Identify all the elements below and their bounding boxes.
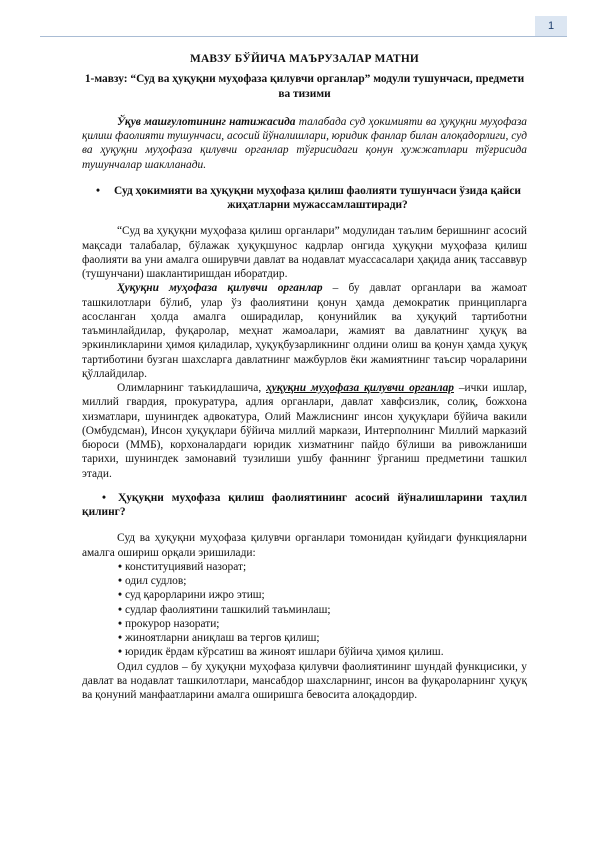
paragraph-3-before: Олимларнинг таъкидлашича, — [117, 382, 267, 394]
paragraph-4: Суд ва ҳуқуқни муҳофаза қилувчи органлари томонидан қуйидаги функцияларни амалга ошириш орқали эришилади: — [82, 532, 527, 559]
learning-goal-paragraph — [82, 115, 527, 172]
bullet-icon: • — [118, 575, 122, 587]
document-title: МАВЗУ БЎЙИЧА МАЪРУЗАЛАР МАТНИ — [190, 53, 419, 65]
learning-goal-lead: Ўқув машғулотининг натижасида — [117, 115, 296, 128]
bullet-icon: • — [118, 617, 122, 630]
question-1 — [82, 184, 527, 213]
question-1-text: Суд ҳокимияти ва ҳуқуқни муҳофаза қилиш фаолияти тушунчаси ўзида қайси жиҳатларни мужассамлаштиради? — [114, 184, 521, 211]
question-2 — [82, 491, 527, 520]
bullet-icon: • — [118, 632, 122, 644]
bullet-icon: • — [118, 646, 122, 659]
bullet-icon: • — [118, 603, 122, 616]
list-item: • конституциявий назорат; — [118, 560, 247, 573]
paragraph-2 — [82, 281, 527, 381]
list-item: • юридик ёрдам кўрсатиш ва жиноят ишлари бўйича ҳимоя қилиш. — [118, 646, 444, 659]
paragraph-1: “Суд ва ҳуқуқни муҳофаза қилиш органлари” модулидан таълим беришнинг асосий мақсади талабалар, бўлажак ҳуқуқшунос кадрлар онгида ҳуқуқни муҳофаза қилиш фаолияти ва уни амалга оширувчи давлат ва нодавлат муассасалари ҳақида аниқ тассаввур (тушунчани) шаклантиришдан иборатдир. — [82, 225, 527, 280]
paragraph-3-after: –ички ишлар, миллий гвардия, прокуратура, адлия органлари, давлат хавфсизлик, солиқ, божхона хизматлари, шунингдек адвокатура, Олий Мажлиснинг инсон ҳуқуқлари бўйича вакили (Омбудсман), Инсон ҳуқуқлари бўйича миллий маркази, Интерполнинг Миллий марказий бюроси (ММБ), корхоналардаги юридик хизматнинг пайдо бўлиши ва ривожланиши тарихи, шунингдек замонавий тузилиши ушбу фаннинг ўрганиш предметини ташкил этади. — [82, 382, 528, 480]
paragraph-5: Одил судлов – бу ҳуқуқни муҳофаза қилувчи фаолиятининг шундай функцисики, у давлат ва нодавлат ташкилотлари, мансабдор шахсларнинг, инсон ва фуқароларнинг ҳуқуқ ва қонуний манфаатларини амалга оширишга бевосита алоқадордир. — [82, 660, 527, 701]
bullet-icon: • — [102, 491, 106, 504]
paragraph-3-emphasis: ҳуқуқни муҳофаза қилувчи органлар — [266, 382, 454, 394]
header-rule — [40, 36, 567, 37]
page-number: 1 — [535, 16, 567, 36]
learning-goal-text: талабада суд ҳокимияти ва ҳуқуқни муҳофаза қилиш фаолияти тушунчаси, асосий йўналишлари, юридик фанлар билан алоқадорлиги, суд ва ҳуқуқни муҳофаза қилувчи органлар тўғрисидаги қонун ҳужжатлари тўғрисида тушунчалар шаклланади. — [82, 115, 528, 171]
list-item: • жиноятларни аниқлаш ва тергов қилиш; — [118, 632, 320, 644]
document-body — [82, 52, 527, 702]
list-item: • судлар фаолиятини ташкилий таъминлаш; — [118, 603, 331, 616]
paragraph-2-lead: Ҳуқуқни муҳофаза қилувчи органлар — [117, 282, 323, 295]
topic-subtitle: 1-мавзу: “Суд ва ҳуқуқни муҳофаза қилувчи органлар” модули тушунчаси, предмети ва тизими — [84, 73, 525, 100]
question-2-text: Ҳуқуқни муҳофаза қилиш фаолиятининг асосий йўналишларини таҳлил қилинг? — [82, 491, 527, 518]
paragraph-3 — [82, 381, 527, 481]
bullet-icon: • — [118, 560, 122, 573]
list-item: • суд қарорларини ижро этиш; — [118, 589, 265, 602]
paragraph-2-text: – бу давлат органлари ва жамоат ташкилотлари бўлиб, улар ўз фаолиятини қонун ҳамда демократик принципларга асосланган ҳолда амалга оширадилар, қонунийлик ва ҳуқуқий тартиботни таъминлайдилар, фуқаролар, меҳнат жамоалари, жамият ва давлатнинг ҳуқуқ ва эркинликларини ҳимоя қиладилар, ҳуқуқбузарликнинг олдини олиш ва қонун ҳамда ҳуқуқ тартиботини бузган шахсларга давлатнинг мажбурлов ёки жамиятнинг таъсир чораларини қўллайдилар. — [82, 282, 527, 380]
list-item: • одил судлов; — [118, 575, 187, 587]
functions-list — [82, 560, 527, 660]
bullet-icon: • — [118, 589, 122, 602]
bullet-icon: • — [96, 184, 100, 197]
list-item: • прокурор назорати; — [118, 617, 220, 630]
